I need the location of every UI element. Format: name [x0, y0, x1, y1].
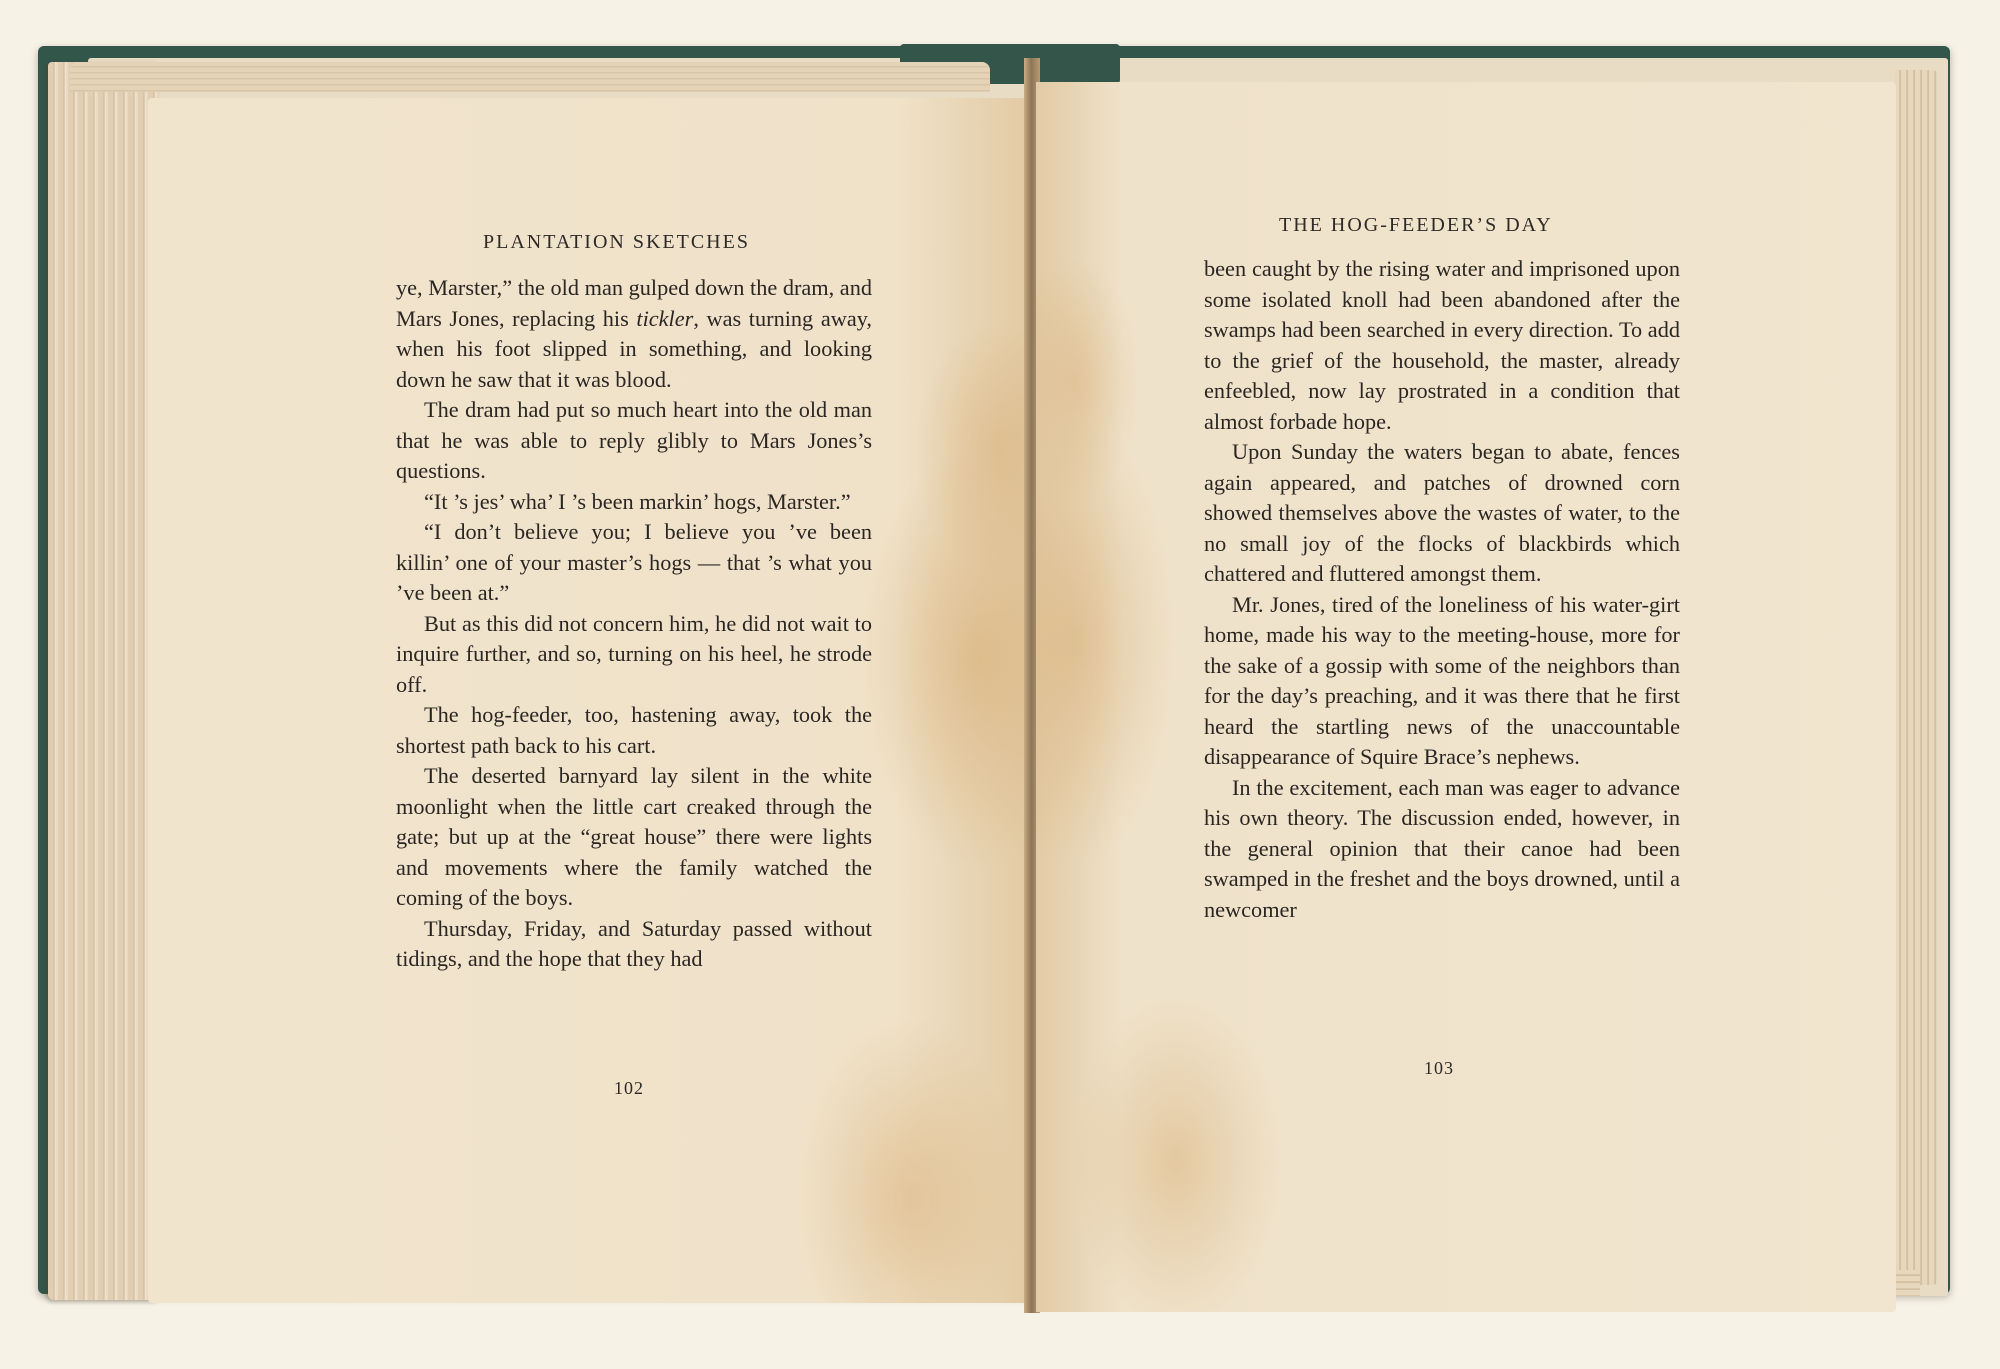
- paragraph-text: The dram had put so much heart into the old man that he was able to reply glibly to Mars Jones’s questions.: [396, 397, 872, 483]
- paragraph: [1204, 773, 1680, 926]
- paragraph: [1204, 437, 1680, 590]
- paragraph-text: Mr. Jones, tired of the loneliness of his water-girt home, made his way to the meeting-house, more for the sake of a gossip with some of the neighbors than for the day’s preaching, and it was there that he first heard the startling news of the unaccountable disappearance of Squire Brace’s nephews.: [1204, 591, 1680, 769]
- paragraph: [396, 487, 872, 518]
- paragraph: [396, 517, 872, 609]
- left-running-head: PLANTATION SKETCHES: [483, 231, 750, 253]
- paragraph-text: In the excitement, each man was eager to advance his own theory. The discussion ended, however, in the general opinion that their canoe had been swamped in the freshet and the boys drowned, until a newcomer: [1204, 774, 1680, 922]
- italic-word: tickler: [636, 305, 694, 331]
- paragraph: [396, 395, 872, 487]
- page-edges-right: [1895, 70, 1937, 1285]
- paragraph-text: “It ’s jes’ wha’ I ’s been markin’ hogs, Marster.”: [424, 488, 851, 514]
- right-running-head: THE HOG-FEEDER’S DAY: [1279, 214, 1553, 236]
- paragraph: [396, 609, 872, 701]
- page-edges-top: [70, 62, 990, 92]
- paragraph: [1204, 590, 1680, 773]
- paragraph-text: Thursday, Friday, and Saturday passed without tidings, and the hope that they had: [396, 915, 872, 971]
- paragraph-text: , was turning away, when his foot slipped in something, and looking down he saw that it was blood.: [396, 305, 872, 392]
- right-page: [1036, 82, 1896, 1312]
- paragraph: [396, 700, 872, 761]
- paragraph-text: The deserted barnyard lay silent in the white moonlight when the little cart creaked through the gate; but up at the “great house” there were lights and movements where the family watched the coming of the boys.: [396, 763, 872, 910]
- left-page: [148, 98, 1028, 1303]
- paragraph-text: The hog-feeder, too, hastening away, took the shortest path back to his cart.: [396, 702, 872, 758]
- paragraph: [1204, 254, 1680, 437]
- paragraph: [396, 914, 872, 975]
- page-edges-left: [48, 62, 158, 1300]
- right-page-number: 103: [1424, 1058, 1454, 1078]
- paragraph-text: Upon Sunday the waters began to abate, fences again appeared, and patches of drowned corn showed themselves above the wastes of water, to the no small joy of the flocks of blackbirds which chattered and fluttered amongst them.: [1204, 439, 1680, 586]
- left-page-number: 102: [614, 1078, 644, 1098]
- left-page-text: [396, 273, 872, 975]
- paragraph: [396, 273, 872, 395]
- paragraph-text: been caught by the rising water and imprisoned upon some isolated knoll had been abandoned after the swamps had been searched in every direction. To add to the grief of the household, the master, already enfeebled, now lay prostrated in a condition that almost forbade hope.: [1204, 256, 1680, 434]
- paragraph-text: But as this did not concern him, he did not wait to inquire further, and so, turning on his heel, he strode off.: [396, 610, 872, 697]
- paragraph-text: “I don’t believe you; I believe you ’ve been killin’ one of your master’s hogs — that ’s what you ’ve been at.”: [396, 519, 872, 605]
- right-page-text: [1204, 254, 1680, 925]
- paragraph-text: ye, Marster,” the old man gulped down the dram, and Mars Jones, replacing his: [396, 275, 872, 331]
- paragraph: [396, 761, 872, 914]
